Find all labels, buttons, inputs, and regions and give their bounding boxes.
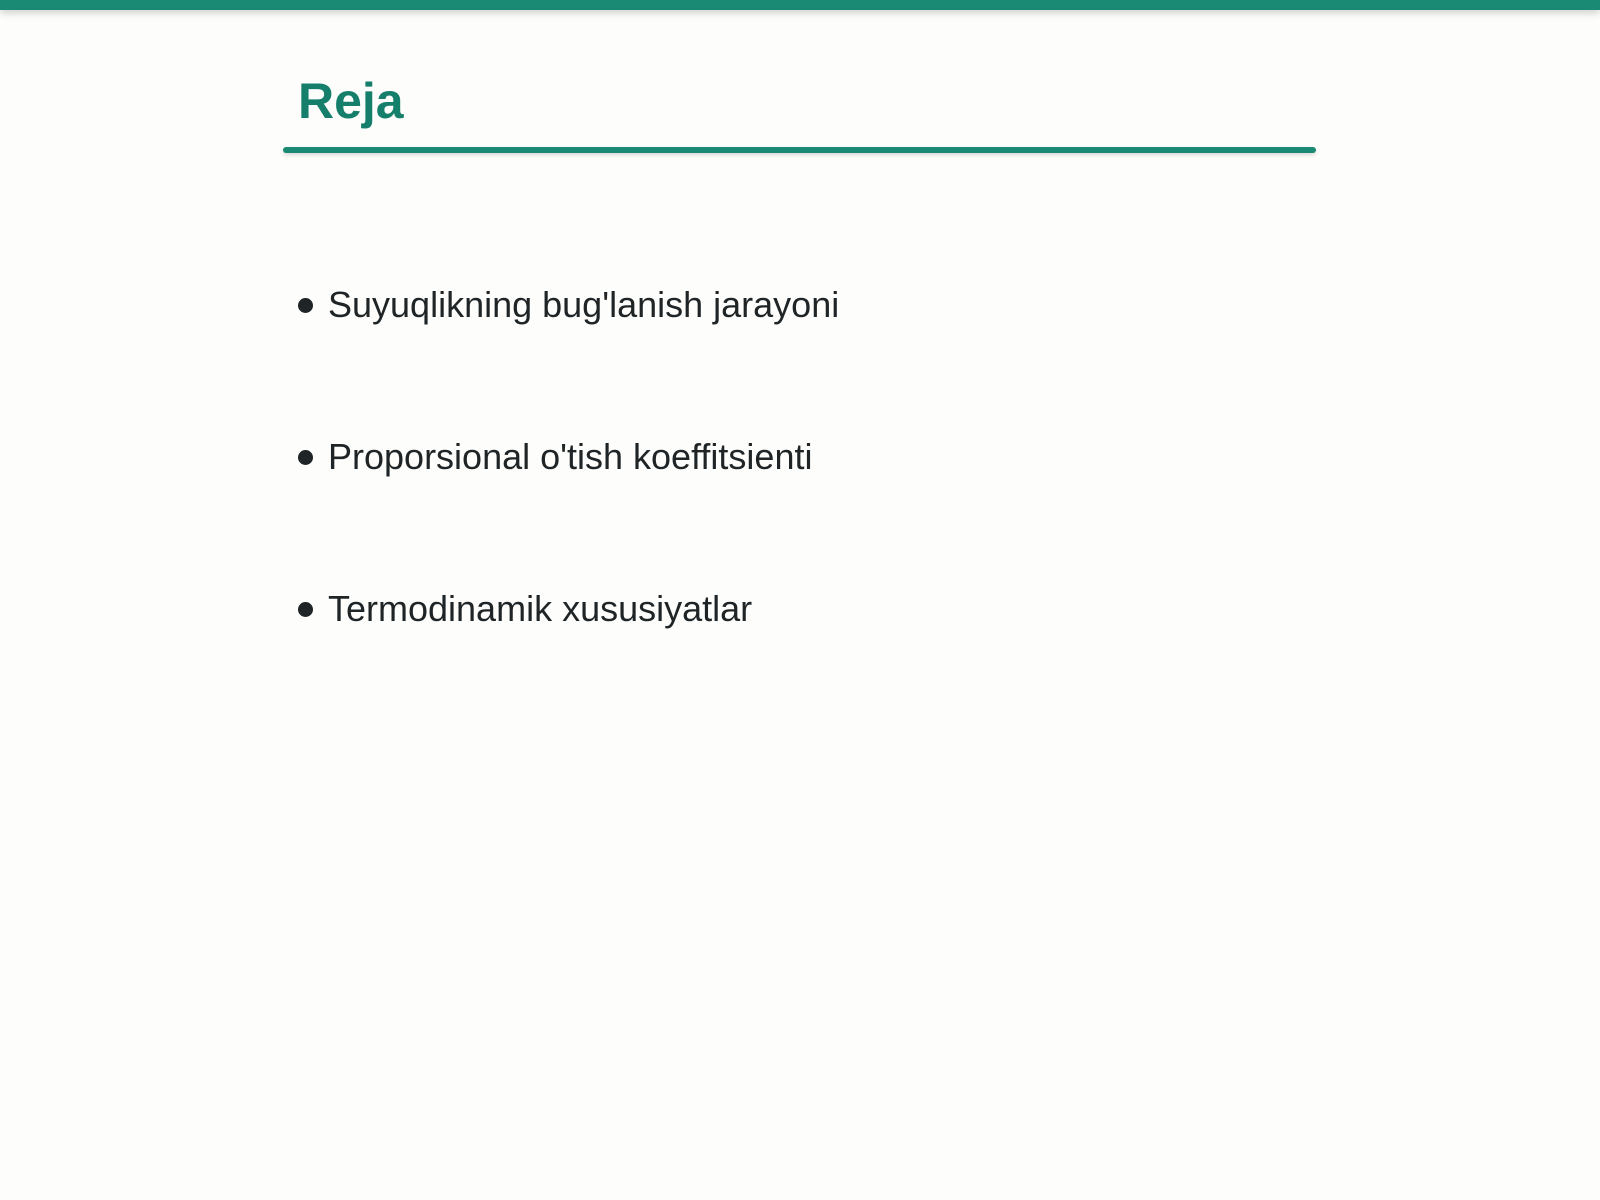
list-item: [298, 432, 812, 482]
top-accent-bar: [0, 0, 1600, 10]
title-underline: [283, 147, 1316, 153]
bullet-icon: [298, 298, 313, 313]
bullet-text: Suyuqlikning bug'lanish jarayoni: [328, 284, 840, 325]
bullet-icon: [298, 602, 313, 617]
list-item: [298, 584, 752, 634]
bullet-icon: [298, 450, 313, 465]
list-item: [298, 280, 839, 330]
bullet-text: Proporsional o'tish koeffitsienti: [328, 436, 813, 477]
bullet-text: Termodinamik xususiyatlar: [328, 588, 753, 629]
slide-title: Reja: [298, 73, 404, 129]
